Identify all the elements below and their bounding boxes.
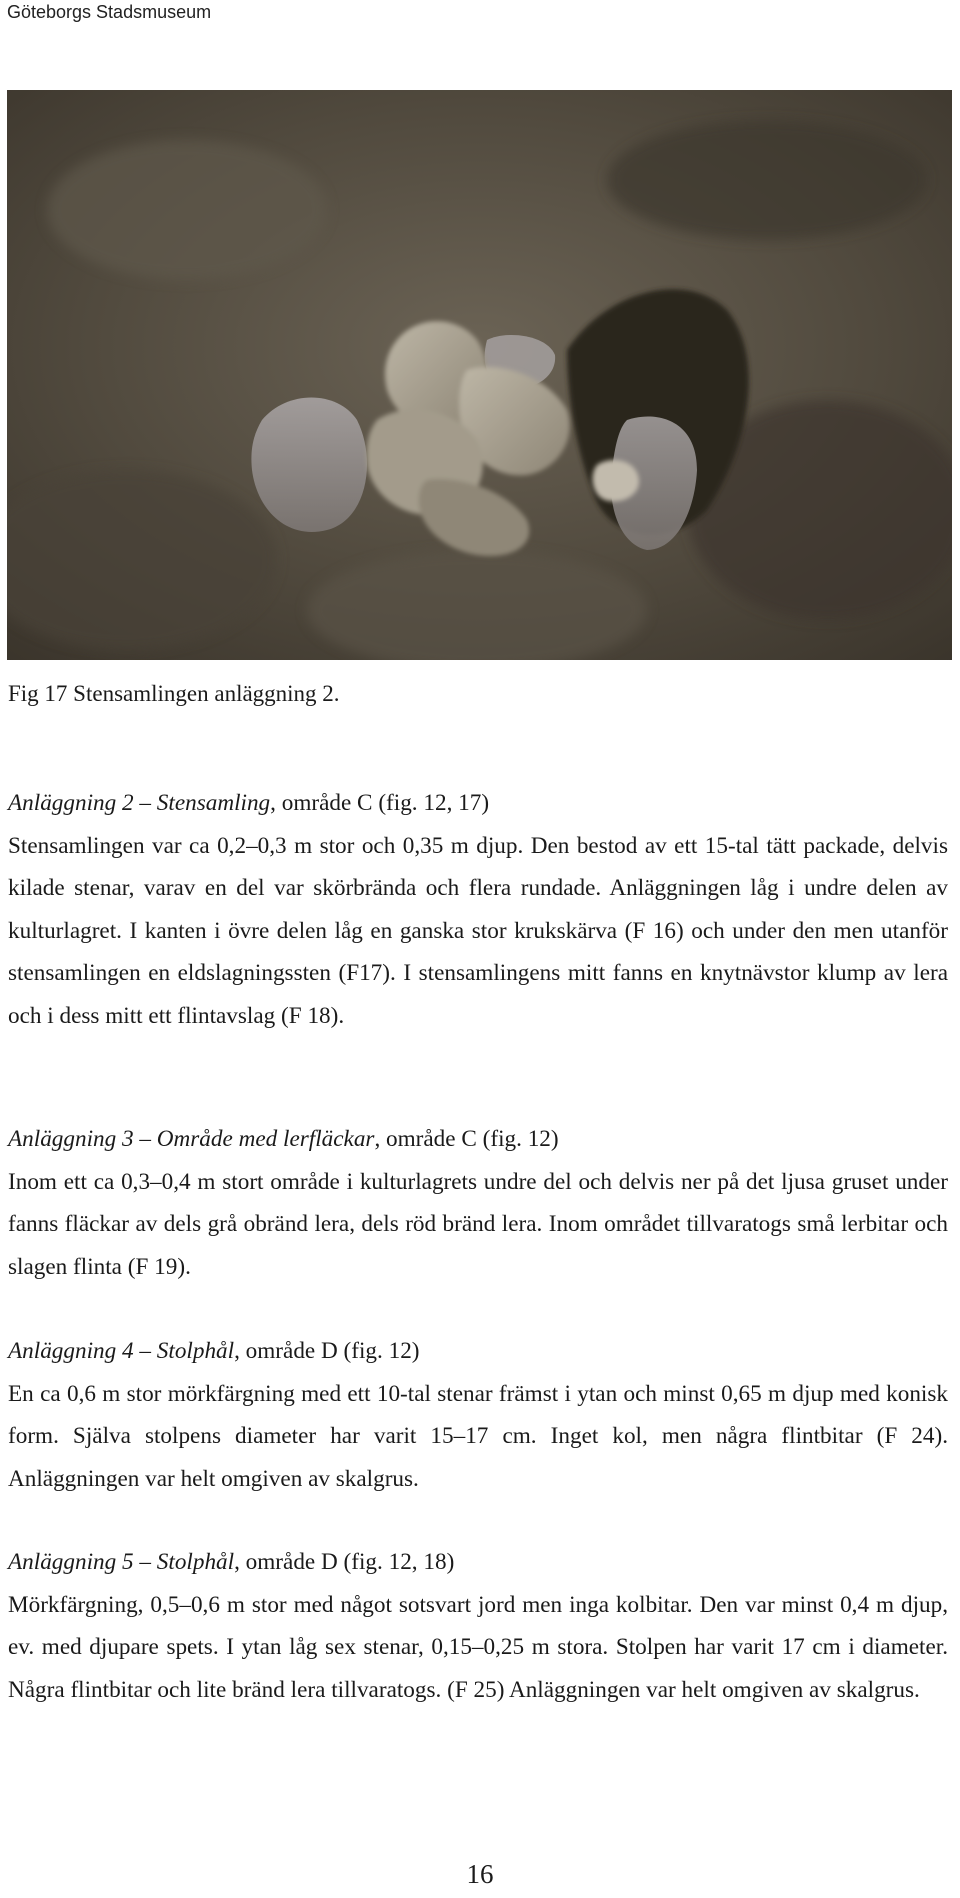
section-heading-rest: , område D (fig. 12, 18) (234, 1549, 455, 1575)
section-heading-rest: , område C (fig. 12, 17) (270, 790, 490, 816)
section-body: Mörkfärgning, 0,5–0,6 m stor med något sotsvart jord men inga kolbitar. Den var minst 0,4 m djup, ev. med djupare spets. I ytan låg sex stenar, 0,15–0,25 m stora. Stolpen har varit 17 cm i diameter. Några flintbitar och lite bränd lera tillvaratogs. (F 25) Anläggningen var helt omgiven av skalgrus. (8, 1591, 948, 1703)
section-heading (8, 1118, 948, 1161)
section-anlaggning-2 (8, 782, 948, 1037)
section-anlaggning-4 (8, 1330, 948, 1500)
running-header: Göteborgs Stadsmuseum (7, 2, 212, 22)
stone-cluster-photo-image (7, 90, 952, 660)
section-body: Inom ett ca 0,3–0,4 m stort område i kulturlagrets undre del och delvis ner på det ljusa gruset under fanns fläckar av dels grå obränd lera, dels röd bränd lera. Inom området tillvaratogs små lerbitar och slagen flinta (F 19). (8, 1168, 948, 1280)
section-heading-rest: , område C (fig. 12) (374, 1126, 559, 1152)
section-heading-italic: Anläggning 3 – Område med lerfläckar (8, 1126, 375, 1152)
figure-caption: Fig 17 Stensamlingen anläggning 2. (8, 681, 340, 706)
section-heading (8, 782, 948, 825)
section-heading-italic: Anläggning 2 – Stensamling (8, 790, 271, 816)
section-heading (8, 1330, 948, 1373)
section-heading-italic: Anläggning 5 – Stolphål (8, 1549, 235, 1575)
section-anlaggning-3 (8, 1118, 948, 1288)
section-heading-rest: , område D (fig. 12) (234, 1338, 420, 1364)
excavation-photo (7, 90, 952, 660)
section-body: En ca 0,6 m stor mörkfärgning med ett 10-tal stenar främst i ytan och minst 0,65 m djup med konisk form. Själva stolpens diameter har varit 15–17 cm. Inget kol, men några flintbitar (F 24). Anläggningen var helt omgiven av skalgrus. (8, 1380, 948, 1492)
section-body: Stensamlingen var ca 0,2–0,3 m stor och 0,35 m djup. Den bestod av ett 15-tal tätt packade, delvis kilade stenar, varav en del var skörbrända och flera rundade. Anläggningen låg i undre delen av kulturlagret. I kanten i övre delen låg en ganska stor krukskärva (F 16) och under den men utanför stensamlingen en eldslagningssten (F17). I stensamlingens mitt fanns en knytnävstor klump av lera och i dess mitt ett flintavslag (F 18). (8, 832, 948, 1029)
section-heading-italic: Anläggning 4 – Stolphål (8, 1338, 235, 1364)
section-anlaggning-5 (8, 1541, 948, 1711)
page-number: 16 (466, 1859, 494, 1889)
section-heading (8, 1541, 948, 1584)
